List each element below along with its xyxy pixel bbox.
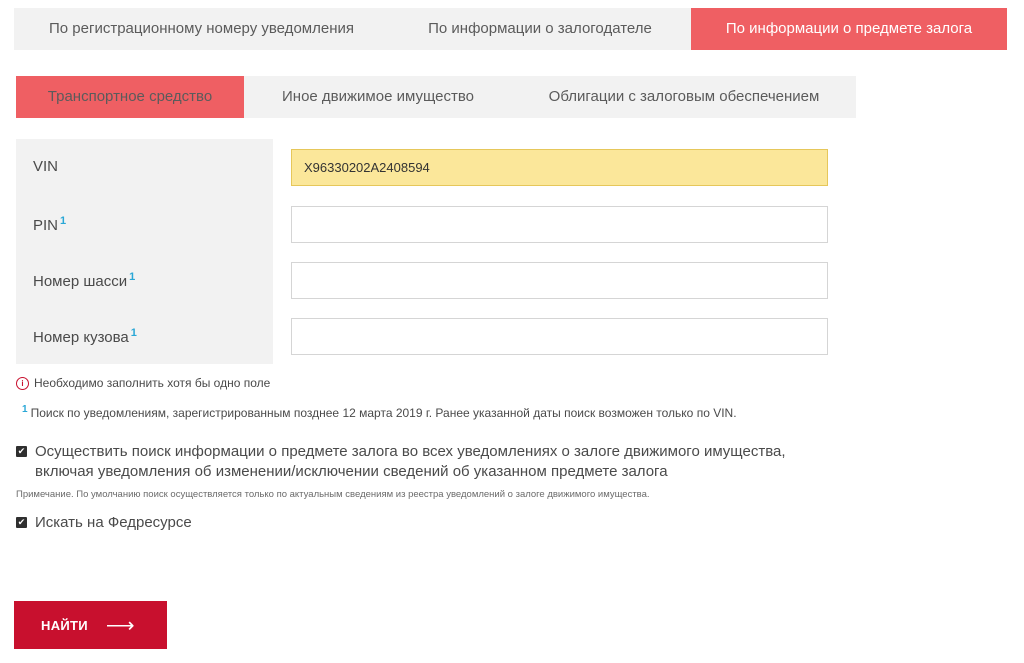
search-button[interactable] (14, 601, 167, 649)
fedresurs-label: Искать на Федресурсе (35, 514, 192, 531)
hint-text: Необходимо заполнить хотя бы одно поле (34, 376, 271, 390)
tab-by-pledgor[interactable]: По информации о залогодателе (428, 20, 652, 37)
footnote-mark: 1 (129, 271, 136, 283)
tab-by-pledge-subject[interactable]: По информации о предмете залога (691, 8, 1007, 50)
chassis-number-input[interactable] (291, 262, 828, 299)
arrow-right-icon: ⟶ (105, 614, 135, 637)
chassis-number-label: Номер шасси $^1$ (33, 271, 136, 290)
footnote-mark: 1 (60, 215, 67, 227)
search-all-notices-option[interactable] (16, 442, 786, 482)
vin-input[interactable] (291, 149, 828, 186)
default-search-note: Примечание. По умолчанию поиск осуществляется только по актуальным сведениям из реестра уведомлений о залоге движимого имущества. (16, 489, 650, 500)
pin-input[interactable] (291, 206, 828, 243)
footnote-text: Поиск по уведомлениям, зарегистрированным позднее 12 марта 2019 г. Ранее указанной даты поиск возможен только по VIN. (30, 406, 737, 420)
search-all-notices-checkbox[interactable]: ✔ (17, 446, 26, 456)
search-all-notices-label: Осуществить поиск информации о предмете залога во всех уведомлениях о залоге движимого имущества, включая уведомления об изменении/исключении сведений об указанном предмете залога (35, 443, 786, 480)
info-icon: i (16, 377, 29, 390)
required-hint (16, 376, 270, 390)
footnote (22, 404, 737, 420)
fedresurs-checkbox[interactable]: ✔ (17, 517, 26, 527)
footnote-mark: 1 (22, 404, 28, 415)
search-type-tabs (14, 8, 1007, 50)
tab-by-notice-number[interactable]: По регистрационному номеру уведомления (49, 20, 354, 37)
pledge-subject-tabs (16, 76, 856, 118)
tab-secured-bonds[interactable]: Облигации с залоговым обеспечением (548, 88, 820, 105)
vin-label: VIN (33, 158, 59, 175)
search-button-label: НАЙТИ (41, 617, 88, 633)
footnote-mark: 1 (130, 327, 137, 339)
tab-other-movable-property[interactable]: Иное движимое имущество (282, 88, 474, 105)
body-number-label: Номер кузова $^1$ (33, 327, 137, 346)
fedresurs-option[interactable] (16, 513, 192, 533)
body-number-input[interactable] (291, 318, 828, 355)
pin-label: PIN $^1$ (33, 215, 67, 234)
tab-vehicle[interactable]: Транспортное средство (16, 76, 244, 118)
